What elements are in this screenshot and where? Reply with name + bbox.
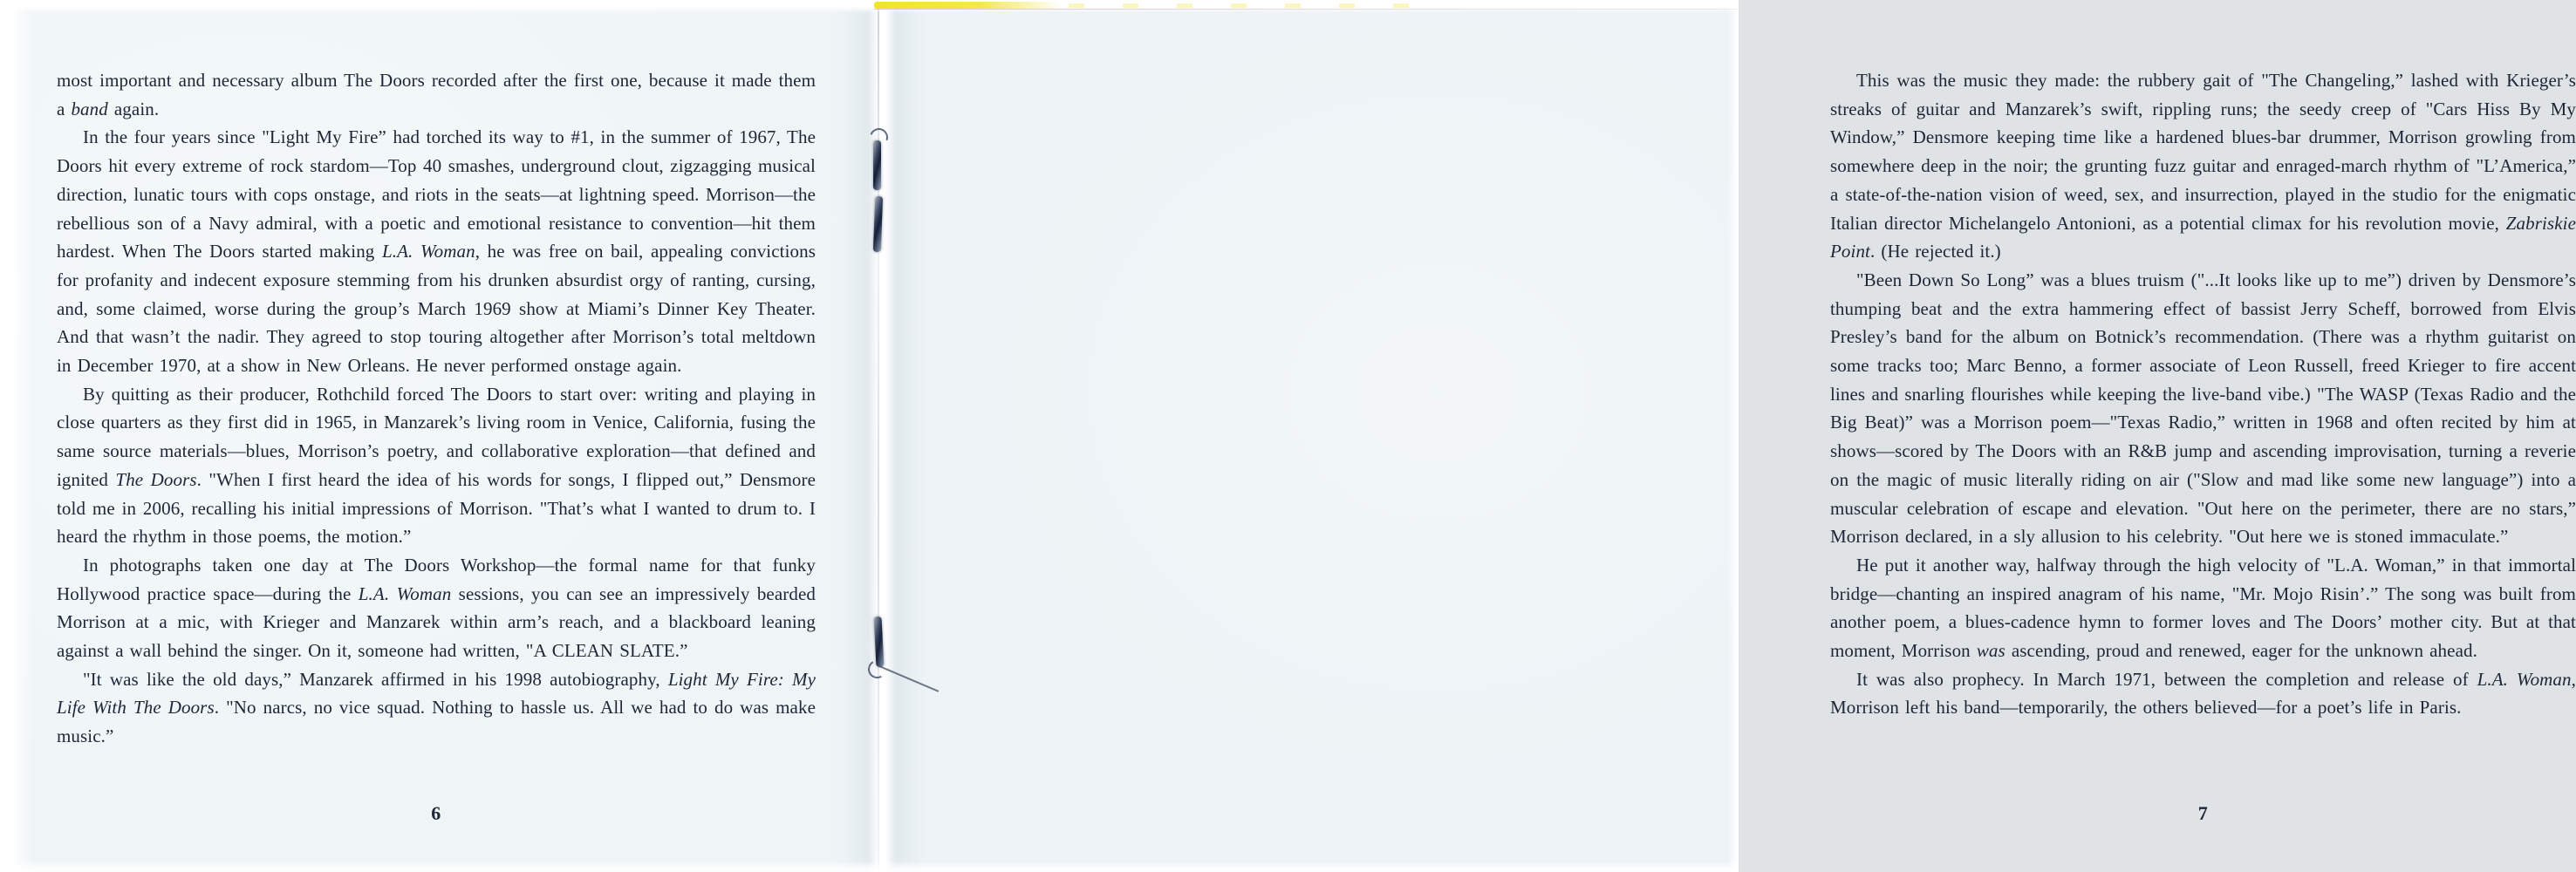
text-segment: In photographs taken one day at The Doors Workshop—the formal name for that funky Hollywood practice space—during the	[57, 554, 816, 604]
text-segment: He put it another way, halfway through the high velocity of "L.A. Woman,” in that immortal bridge—chanting an inspired anagram of his name, "Mr. Mojo Risin’.” The song was built from another poem, a blues-cadence hymn to former loves and The Doors’ mother city. But at that moment, Morrison	[1830, 554, 2576, 662]
page-left	[0, 0, 879, 872]
italic-text-segment: was	[1976, 640, 2005, 662]
text-segment: This was the music they made: the rubbery gait of "The Changeling,” lashed with Krieger’s streaks of guitar and Manzarek’s swift, rippling runs; the seedy creep of "Cars Hiss By My Window,” Densmore keeping time like a hardened blues-bar drummer, Morrison growling from somewhere deep in the noir; the grunting fuzz guitar and enraged-march rhythm of "L’America,” a state-of-the-nation vision of weed, sex, and insurrection, played in the studio for the enigmatic Italian director Michelangelo Antonioni, as a potential climax for his revolution movie,	[1830, 70, 2576, 234]
paragraph	[57, 380, 816, 551]
scan-edge-right	[1728, 0, 1739, 872]
text-segment: In the four years since "Light My Fire” had torched its way to #1, in the summer of 1967, The Doors hit every extreme of rock stardom—Top 40 smashes, underground clout, zigzagging musical direction, lunatic tours with cops onstage, and riots in the seats—at lightning speed. Morrison—the rebellious son of a Navy admiral, with a poetic and emotional resistance to convention—hit them hardest. When The Doors started making	[57, 126, 816, 262]
text-segment: most important and necessary album The Doors recorded after the first one, because it made them a	[57, 70, 816, 119]
italic-text-segment: Zabriskie Point	[1830, 212, 2576, 262]
page-left-text	[57, 66, 816, 751]
italic-text-segment: Light My Fire: My Life With The Doors	[57, 668, 817, 719]
paragraph	[1830, 266, 2576, 551]
paragraph	[1830, 665, 2576, 722]
text-segment: sessions, you can see an impressively bearded Morrison at a mic, with Krieger and Manzarek within arm’s reach, and a blackboard leaning against a wall behind the singer. On it, someone had written, "A CLEAN SLATE.”	[57, 582, 816, 662]
yellow-highlight-specks	[1069, 3, 1444, 8]
text-segment: "It was like the old days,” Manzarek affirmed in his 1998 autobiography,	[83, 668, 668, 690]
italic-text-segment: L.A. Woman	[358, 582, 452, 604]
italic-text-segment: band	[71, 98, 108, 119]
scan-edge-left	[0, 0, 33, 872]
scan-edge-bottom	[0, 861, 1739, 872]
paragraph	[57, 665, 816, 751]
text-segment: ascending, proud and renewed, eager for the unknown ahead.	[2005, 640, 2477, 662]
page-right-text	[1830, 66, 2576, 722]
paragraph	[57, 66, 816, 123]
italic-text-segment: L.A. Woman	[2477, 668, 2572, 690]
page-number-left: 6	[431, 802, 441, 824]
paragraph	[1830, 551, 2576, 665]
text-segment: . (He rejected it.)	[1870, 241, 2001, 262]
page-number-right: 7	[2197, 802, 2209, 824]
text-segment: It was also prophecy. In March 1971, between the completion and release of	[1856, 668, 2477, 690]
text-segment: "Been Down So Long” was a blues truism ("...It looks like up to me”) driven by Densmore’s thumping beat and the extra hammering effect of bassist Jerry Scheff, borrowed from Elvis Presley’s band for the album on Botnick’s recommendation. (There was a rhythm guitarist on some tracks too; Marc Benno, a former associate of Leon Russell, freed Krieger to fire accent lines and snarling flourishes while keeping the live-band vibe.) "The WASP (Texas Radio and the Big Beat)” was a Morrison poem—"Texas Radio,” written in 1968 and often recited by him at shows—scored by The Doors with an R&B jump and ascending improvisation, turning a reverie on the magic of music literally riding on air ("Slow and mad like some new language”) into a muscular celebration of escape and elevation. "Out here on the perimeter, there are no stars,” Morrison declared, in a sly allusion to his celebrity. "Out here we is stoned immaculate.”	[1830, 269, 2576, 548]
yellow-highlight-mark	[874, 2, 1062, 9]
text-segment: By quitting as their producer, Rothchild forced The Doors to start over: writing and playing in close quarters as they first did in 1965, in Manzarek’s living room in Venice, California, fusing the same source materials—blues, Morrison’s poetry, and collaborative exploration—that defined and ignited	[57, 383, 816, 490]
text-segment: again.	[107, 98, 160, 119]
paragraph	[1830, 66, 2576, 266]
text-segment: , Morrison left his band—temporarily, the others believed—for a poet’s life in Paris.	[1830, 668, 2576, 719]
text-segment: , he was free on bail, appealing convictions for profanity and indecent exposure stemming from his drunken absurdist orgy of ranting, cursing, and, some claimed, worse during the group’s March 1969 show at Miami’s Dinner Key Theater. And that wasn’t the nadir. They agreed to stop touring altogether after Morrison’s total meltdown in December 1970, at a show in New Orleans. He never performed onstage again.	[57, 241, 816, 377]
scan-edge-top	[0, 0, 1739, 13]
italic-text-segment: The Doors	[115, 468, 197, 490]
scan-edge-pink-line	[874, 9, 1739, 10]
page-right	[879, 0, 2576, 872]
paragraph	[57, 123, 816, 379]
italic-text-segment: L.A. Woman	[381, 241, 475, 262]
text-segment: . "No narcs, no vice squad. Nothing to hassle us. All we had to do was make music.”	[57, 697, 816, 747]
text-segment: . "When I first heard the idea of his words for songs, I flipped out,” Densmore told me in 2006, recalling his initial impressions of Morrison. "That’s what I wanted to drum to. I heard the rhythm in those poems, the motion.”	[57, 468, 816, 548]
paragraph	[57, 551, 816, 665]
staple-top-upper-leg	[873, 140, 881, 190]
